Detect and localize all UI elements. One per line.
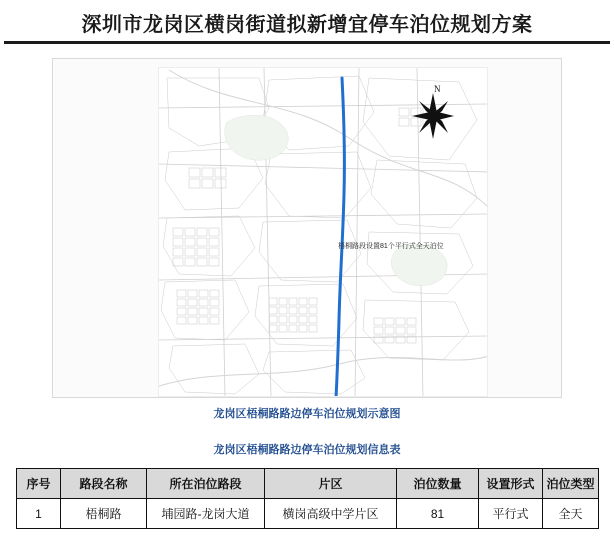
cell-road-name: 梧桐路 [61, 499, 147, 529]
header-divider [4, 41, 610, 44]
table-row [17, 499, 599, 529]
cell-index: 1 [17, 499, 61, 529]
table-caption: 龙岗区梧桐路路边停车泊位规划信息表 [213, 444, 401, 456]
map-figure [52, 58, 562, 398]
cell-area: 横岗高级中学片区 [265, 499, 397, 529]
page-title: 深圳市龙岗区横岗街道拟新增宜停车泊位规划方案 [81, 13, 533, 36]
table-header-row [17, 469, 599, 499]
cell-section: 埔园路-龙岗大道 [147, 499, 265, 529]
table-header-count: 泊位数量 [397, 469, 479, 499]
compass-rose-graphic [408, 87, 458, 143]
compass-icon [408, 84, 458, 143]
table-header-area: 片区 [265, 469, 397, 499]
page-header [0, 0, 614, 44]
table-header-road-name: 路段名称 [61, 469, 147, 499]
table-header-index: 序号 [17, 469, 61, 499]
cell-type: 全天 [543, 499, 599, 529]
map-annotation-label: 梧桐路段设置81个平行式全天泊位 [338, 243, 444, 250]
cell-form: 平行式 [479, 499, 543, 529]
table-header-form: 设置形式 [479, 469, 543, 499]
parking-info-table [16, 468, 599, 529]
table-header-type: 泊位类型 [543, 469, 599, 499]
cell-count: 81 [397, 499, 479, 529]
compass-north-label: N [434, 84, 441, 94]
table-header-section: 所在泊位路段 [147, 469, 265, 499]
map-caption: 龙岗区梧桐路路边停车泊位规划示意图 [213, 408, 401, 420]
